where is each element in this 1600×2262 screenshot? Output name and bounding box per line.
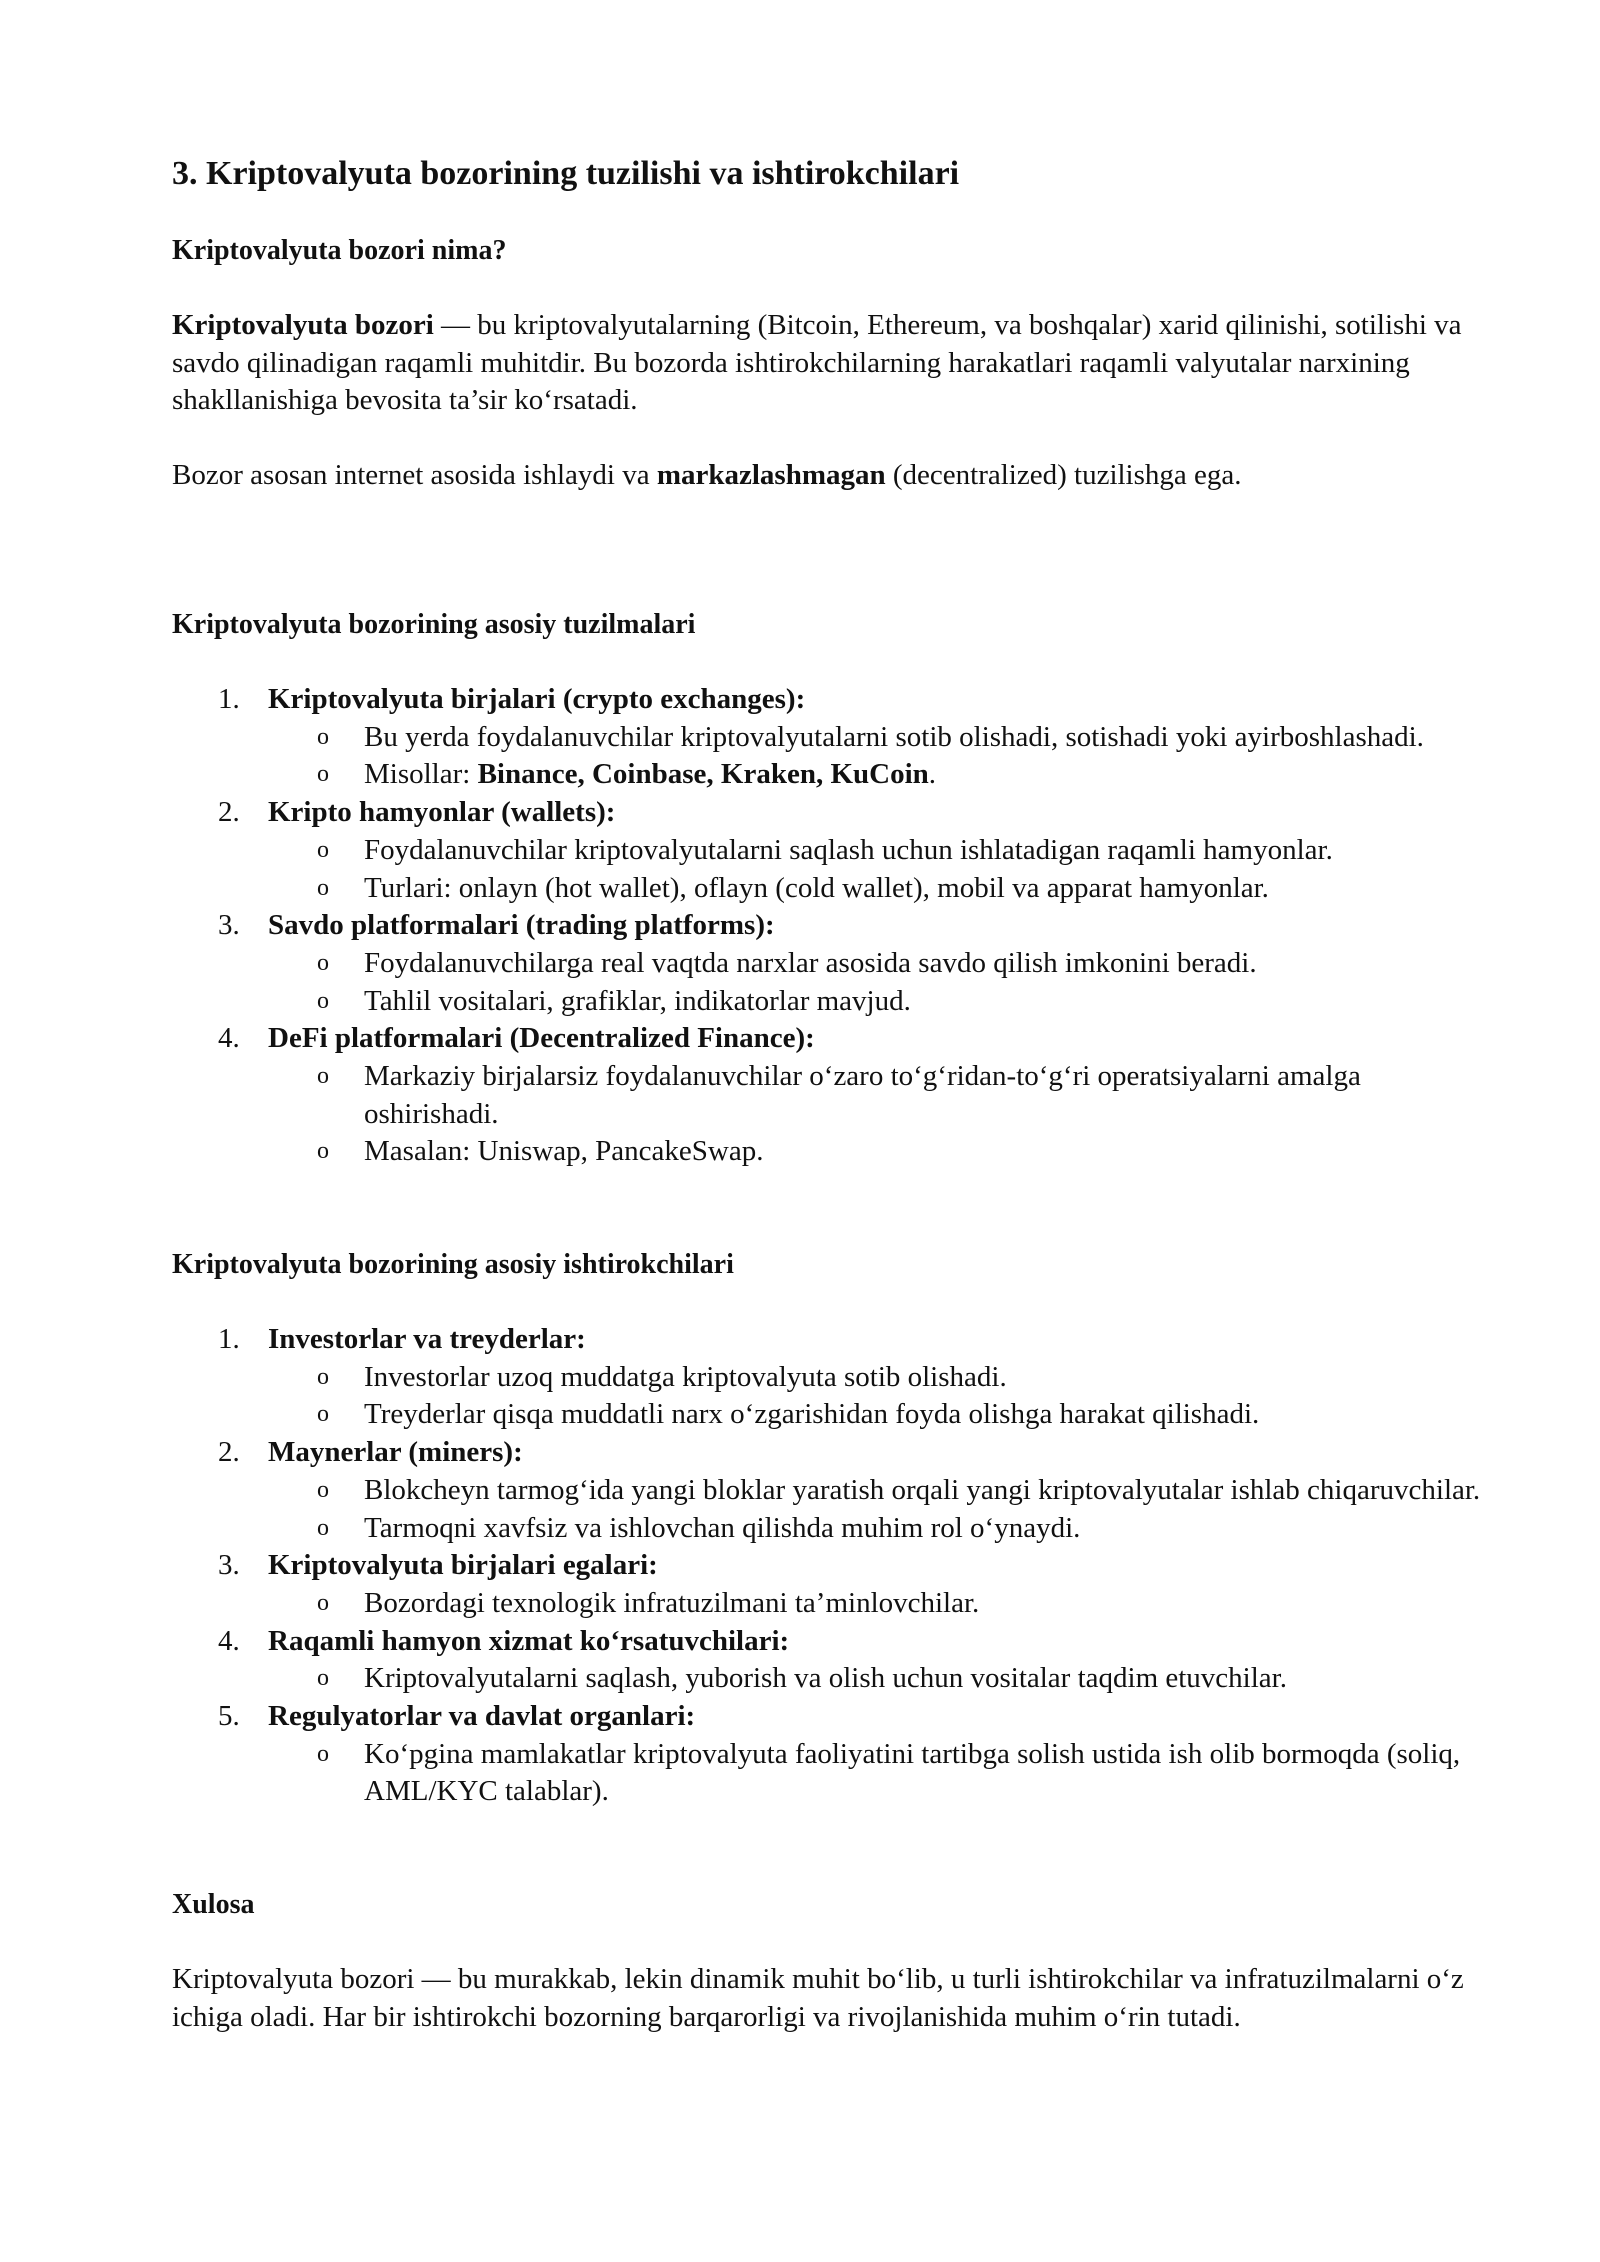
sub-list-item xyxy=(317,1472,1492,1510)
list-number: 3. xyxy=(218,1549,240,1582)
sub-item-text: Treyderlar qisqa muddatli narx o‘zgarishidan foyda olishga harakat qilishadi. xyxy=(364,1398,1260,1431)
sub-item-text: Masalan: Uniswap, PancakeSwap. xyxy=(364,1135,764,1168)
sub-list-item xyxy=(317,945,1492,983)
sub-list-item xyxy=(317,1359,1492,1397)
sub-list xyxy=(268,1472,1492,1547)
list-number: 1. xyxy=(218,1323,240,1355)
sub-list xyxy=(268,719,1492,794)
sub-list xyxy=(268,1660,1492,1698)
list-item xyxy=(172,1020,1492,1171)
sub-list-item xyxy=(317,1585,1492,1623)
bullet-icon: o xyxy=(317,1665,329,1692)
list-item-title: Kriptovalyuta birjalari egalari: xyxy=(268,1549,658,1582)
sub-item-text: Tahlil vositalari, grafiklar, indikatorlar mavjud. xyxy=(364,984,911,1017)
bullet-icon: o xyxy=(317,1476,329,1503)
list-item xyxy=(172,1321,1492,1434)
list-item xyxy=(172,907,1492,1020)
bullet-icon: o xyxy=(317,836,329,863)
sub-item-text: Markaziy birjalarsiz foydalanuvchilar o‘zaro to‘g‘ridan-to‘g‘ri operatsiyalarni amalga oshirishadi. xyxy=(364,1060,1361,1130)
sub-item-text: Foydalanuvchilarga real vaqtda narxlar asosida savdo qilish imkonini beradi. xyxy=(364,946,1257,979)
sub-list-item xyxy=(317,719,1492,757)
sub-list xyxy=(268,1359,1492,1434)
list-item xyxy=(172,1698,1492,1811)
list-item xyxy=(172,681,1492,794)
sub-item-text: Ko‘pgina mamlakatlar kriptovalyuta faoliyatini tartibga solish ustida ish olib bormoqda (soliq, AML/KYC talablar). xyxy=(364,1737,1461,1808)
list-item-title: Savdo platformalari (trading platforms): xyxy=(268,909,775,942)
sub-list-item xyxy=(317,1510,1492,1548)
intro-paragraph xyxy=(172,307,1482,420)
list-item-title: Maynerlar (miners): xyxy=(268,1436,523,1469)
sub-list-item xyxy=(317,756,1492,794)
list-item xyxy=(172,794,1492,907)
list-item xyxy=(172,1623,1492,1698)
list-item-title: Raqamli hamyon xizmat ko‘rsatuvchilari: xyxy=(268,1624,790,1657)
sub-item-text: Bozordagi texnologik infratuzilmani ta’minlovchilar. xyxy=(364,1586,980,1619)
bullet-icon: o xyxy=(317,1514,329,1541)
intro2-pre: Bozor asosan internet asosida ishlaydi va xyxy=(172,459,657,491)
sub-list xyxy=(268,1736,1492,1811)
question-heading: Kriptovalyuta bozori nima? xyxy=(172,235,507,266)
bullet-icon: o xyxy=(317,1589,329,1616)
list-number: 4. xyxy=(218,1022,240,1055)
sub-list xyxy=(268,945,1492,1020)
sub-item-text: Misollar: xyxy=(364,758,478,791)
intro-text: — bu kriptovalyutalarning (Bitcoin, Ethereum, va boshqalar) xarid qilinishi, sotilishi va savdo qilinadigan raqamli muhitdir. Bu bozorda ishtirokchilarning harakatlari raqamli valyutalar narxining shakllanishiga bevosita ta’sir ko‘rsatadi. xyxy=(172,309,1462,416)
list-item-title: Kripto hamyonlar (wallets): xyxy=(268,796,616,829)
list-number: 2. xyxy=(218,796,240,829)
sub-list xyxy=(268,832,1492,907)
bullet-icon: o xyxy=(317,987,329,1014)
bullet-icon: o xyxy=(317,1740,329,1767)
sub-item-text: Investorlar uzoq muddatga kriptovalyuta sotib olishadi. xyxy=(364,1360,1007,1393)
bullet-icon: o xyxy=(317,949,329,976)
sub-item-text: Foydalanuvchilar kriptovalyutalarni saqlash uchun ishlatadigan raqamli hamyonlar. xyxy=(364,833,1333,866)
sub-list-item xyxy=(317,983,1492,1021)
sub-list xyxy=(268,1058,1492,1171)
intro2-post: (decentralized) tuzilishga ega. xyxy=(885,459,1242,491)
conclusion-paragraph: Kriptovalyuta bozori — bu murakkab, lekin dinamik muhit bo‘lib, u turli ishtirokchilar va infratuzilmalarni o‘z ichiga oladi. Har bir ishtirokchi bozorning barqarorligi va rivojlanishida muhim o‘rin tutadi. xyxy=(172,1963,1464,2033)
sub-item-text: Bu yerda foydalanuvchilar kriptovalyutalarni sotib olishadi, sotishadi yoki ayirboshlashadi. xyxy=(364,720,1424,753)
list-item-title: Investorlar va treyderlar: xyxy=(268,1323,586,1355)
list-number: 2. xyxy=(218,1436,240,1469)
list-item xyxy=(172,1434,1492,1547)
intro-paragraph-2 xyxy=(172,457,1482,495)
intro-bold-term: Kriptovalyuta bozori xyxy=(172,309,434,341)
list-number: 3. xyxy=(218,909,240,942)
bullet-icon: o xyxy=(317,1138,329,1165)
structures-list xyxy=(172,681,1492,1171)
sub-list-item xyxy=(317,870,1492,908)
sub-item-text: Blokcheyn tarmog‘ida yangi bloklar yaratish orqali yangi kriptovalyutalar ishlab chiqaruvchilar. xyxy=(364,1473,1481,1506)
list-item-title: DeFi platformalari (Decentralized Finance): xyxy=(268,1022,815,1055)
sub-list-item xyxy=(317,1133,1492,1171)
sub-list xyxy=(268,1585,1492,1623)
bullet-icon: o xyxy=(317,1363,329,1390)
list-number: 4. xyxy=(218,1624,240,1657)
bullet-icon: o xyxy=(317,1063,329,1090)
sub-item-text: Turlari: onlayn (hot wallet), oflayn (cold wallet), mobil va apparat hamyonlar. xyxy=(364,871,1269,904)
participants-heading: Kriptovalyuta bozorining asosiy ishtirokchilari xyxy=(172,1249,734,1280)
list-number: 1. xyxy=(218,683,240,715)
sub-list-item xyxy=(317,1058,1492,1133)
conclusion-heading: Xulosa xyxy=(172,1889,255,1920)
sub-item-text: . xyxy=(928,758,937,791)
structures-heading: Kriptovalyuta bozorining asosiy tuzilmalari xyxy=(172,609,696,640)
sub-item-bold: Binance, Coinbase, Kraken, KuCoin xyxy=(477,758,929,791)
bullet-icon: o xyxy=(317,1401,329,1428)
sub-list-item xyxy=(317,1660,1492,1698)
participants-list xyxy=(172,1321,1492,1811)
list-number: 5. xyxy=(218,1700,240,1733)
intro2-bold: markazlashmagan xyxy=(656,459,886,491)
bullet-icon: o xyxy=(317,723,329,750)
sub-item-text: Tarmoqni xavfsiz va ishlovchan qilishda muhim rol o‘ynaydi. xyxy=(364,1511,1081,1544)
sub-list-item xyxy=(317,1736,1492,1811)
sub-list-item xyxy=(317,1396,1492,1434)
bullet-icon: o xyxy=(317,761,329,788)
bullet-icon: o xyxy=(317,874,329,901)
list-item-title: Kriptovalyuta birjalari (crypto exchanges): xyxy=(268,683,806,715)
document-title: 3. Kriptovalyuta bozorining tuzilishi va ishtirokchilari xyxy=(172,155,960,192)
sub-list-item xyxy=(317,832,1492,870)
list-item xyxy=(172,1547,1492,1622)
list-item-title: Regulyatorlar va davlat organlari: xyxy=(268,1700,696,1733)
sub-item-text: Kriptovalyutalarni saqlash, yuborish va olish uchun vositalar taqdim etuvchilar. xyxy=(364,1662,1287,1695)
